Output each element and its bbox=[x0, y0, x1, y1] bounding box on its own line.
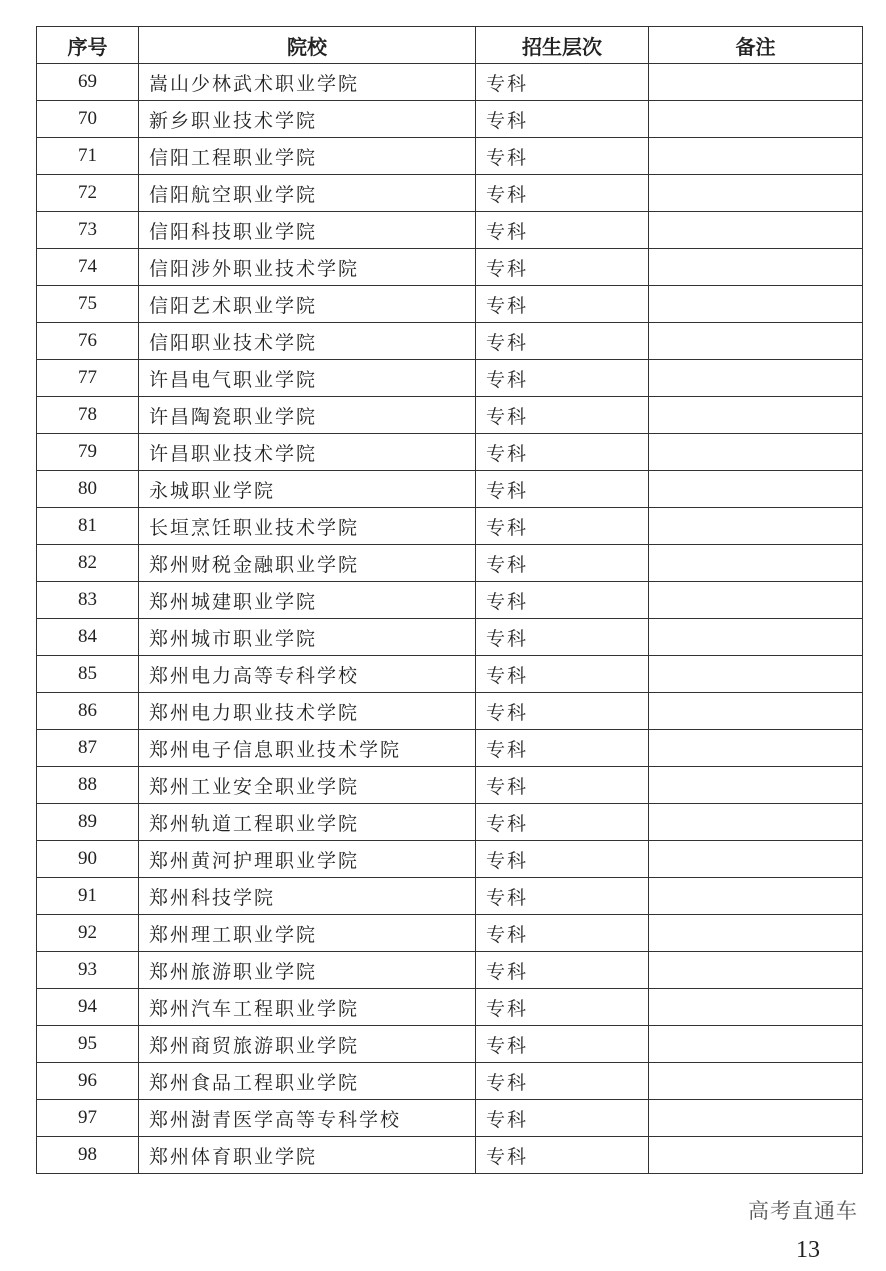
note-cell bbox=[649, 989, 863, 1026]
school-table bbox=[36, 26, 863, 1174]
note-cell bbox=[649, 212, 863, 249]
note-cell bbox=[649, 434, 863, 471]
table-row bbox=[37, 1026, 863, 1063]
row-number: 86 bbox=[37, 693, 139, 730]
row-number: 98 bbox=[37, 1137, 139, 1174]
school-name: 许昌电气职业学院 bbox=[139, 360, 476, 397]
watermark: 高考直通车 bbox=[748, 1199, 858, 1223]
school-name: 嵩山少林武术职业学院 bbox=[139, 64, 476, 101]
row-number: 70 bbox=[37, 101, 139, 138]
table-header-row bbox=[37, 27, 863, 64]
admission-level: 专科 bbox=[476, 582, 649, 619]
row-number: 81 bbox=[37, 508, 139, 545]
admission-level: 专科 bbox=[476, 212, 649, 249]
table-row bbox=[37, 175, 863, 212]
note-cell bbox=[649, 767, 863, 804]
admission-level: 专科 bbox=[476, 360, 649, 397]
admission-level: 专科 bbox=[476, 471, 649, 508]
admission-level: 专科 bbox=[476, 323, 649, 360]
school-name: 郑州体育职业学院 bbox=[139, 1137, 476, 1174]
table-row bbox=[37, 101, 863, 138]
table-row bbox=[37, 249, 863, 286]
admission-level: 专科 bbox=[476, 656, 649, 693]
note-cell bbox=[649, 582, 863, 619]
admission-level: 专科 bbox=[476, 952, 649, 989]
row-number: 79 bbox=[37, 434, 139, 471]
note-cell bbox=[649, 323, 863, 360]
row-number: 78 bbox=[37, 397, 139, 434]
admission-level: 专科 bbox=[476, 286, 649, 323]
row-number: 84 bbox=[37, 619, 139, 656]
note-cell bbox=[649, 841, 863, 878]
table-row bbox=[37, 138, 863, 175]
row-number: 91 bbox=[37, 878, 139, 915]
table-row bbox=[37, 582, 863, 619]
row-number: 80 bbox=[37, 471, 139, 508]
note-cell bbox=[649, 804, 863, 841]
note-cell bbox=[649, 693, 863, 730]
row-number: 94 bbox=[37, 989, 139, 1026]
row-number: 74 bbox=[37, 249, 139, 286]
table-row bbox=[37, 693, 863, 730]
row-number: 88 bbox=[37, 767, 139, 804]
school-name: 郑州理工职业学院 bbox=[139, 915, 476, 952]
school-name: 郑州电力高等专科学校 bbox=[139, 656, 476, 693]
school-name: 郑州城建职业学院 bbox=[139, 582, 476, 619]
admission-level: 专科 bbox=[476, 915, 649, 952]
table-row bbox=[37, 730, 863, 767]
note-cell bbox=[649, 175, 863, 212]
note-cell bbox=[649, 64, 863, 101]
note-cell bbox=[649, 1063, 863, 1100]
table-row bbox=[37, 804, 863, 841]
school-name: 信阳职业技术学院 bbox=[139, 323, 476, 360]
row-number: 82 bbox=[37, 545, 139, 582]
school-name: 许昌职业技术学院 bbox=[139, 434, 476, 471]
table-row bbox=[37, 1063, 863, 1100]
table-row bbox=[37, 212, 863, 249]
admission-level: 专科 bbox=[476, 730, 649, 767]
school-name: 郑州商贸旅游职业学院 bbox=[139, 1026, 476, 1063]
school-name: 信阳科技职业学院 bbox=[139, 212, 476, 249]
school-name: 郑州财税金融职业学院 bbox=[139, 545, 476, 582]
admission-level: 专科 bbox=[476, 1100, 649, 1137]
row-number: 69 bbox=[37, 64, 139, 101]
row-number: 97 bbox=[37, 1100, 139, 1137]
table-row bbox=[37, 397, 863, 434]
row-number: 83 bbox=[37, 582, 139, 619]
header-school: 院校 bbox=[139, 27, 476, 64]
table-row bbox=[37, 952, 863, 989]
school-name: 郑州电子信息职业技术学院 bbox=[139, 730, 476, 767]
note-cell bbox=[649, 619, 863, 656]
admission-level: 专科 bbox=[476, 434, 649, 471]
note-cell bbox=[649, 138, 863, 175]
note-cell bbox=[649, 1100, 863, 1137]
note-cell bbox=[649, 249, 863, 286]
school-name: 许昌陶瓷职业学院 bbox=[139, 397, 476, 434]
table-row bbox=[37, 878, 863, 915]
note-cell bbox=[649, 1026, 863, 1063]
school-name: 郑州轨道工程职业学院 bbox=[139, 804, 476, 841]
row-number: 90 bbox=[37, 841, 139, 878]
table-row bbox=[37, 286, 863, 323]
admission-level: 专科 bbox=[476, 1063, 649, 1100]
school-name: 永城职业学院 bbox=[139, 471, 476, 508]
table-row bbox=[37, 989, 863, 1026]
school-name: 郑州汽车工程职业学院 bbox=[139, 989, 476, 1026]
admission-level: 专科 bbox=[476, 101, 649, 138]
school-name: 郑州黄河护理职业学院 bbox=[139, 841, 476, 878]
admission-level: 专科 bbox=[476, 878, 649, 915]
row-number: 72 bbox=[37, 175, 139, 212]
note-cell bbox=[649, 915, 863, 952]
table-row bbox=[37, 1100, 863, 1137]
note-cell bbox=[649, 878, 863, 915]
note-cell bbox=[649, 101, 863, 138]
row-number: 87 bbox=[37, 730, 139, 767]
table-row bbox=[37, 323, 863, 360]
admission-level: 专科 bbox=[476, 138, 649, 175]
header-note: 备注 bbox=[649, 27, 863, 64]
admission-level: 专科 bbox=[476, 693, 649, 730]
admission-level: 专科 bbox=[476, 841, 649, 878]
admission-level: 专科 bbox=[476, 64, 649, 101]
note-cell bbox=[649, 545, 863, 582]
admission-level: 专科 bbox=[476, 175, 649, 212]
row-number: 73 bbox=[37, 212, 139, 249]
table-row bbox=[37, 656, 863, 693]
note-cell bbox=[649, 508, 863, 545]
header-level: 招生层次 bbox=[476, 27, 649, 64]
school-name: 信阳工程职业学院 bbox=[139, 138, 476, 175]
admission-level: 专科 bbox=[476, 397, 649, 434]
row-number: 93 bbox=[37, 952, 139, 989]
school-name: 新乡职业技术学院 bbox=[139, 101, 476, 138]
school-name: 郑州科技学院 bbox=[139, 878, 476, 915]
row-number: 89 bbox=[37, 804, 139, 841]
note-cell bbox=[649, 397, 863, 434]
school-name: 郑州工业安全职业学院 bbox=[139, 767, 476, 804]
row-number: 95 bbox=[37, 1026, 139, 1063]
note-cell bbox=[649, 471, 863, 508]
header-number: 序号 bbox=[37, 27, 139, 64]
admission-level: 专科 bbox=[476, 619, 649, 656]
school-name: 郑州澍青医学高等专科学校 bbox=[139, 1100, 476, 1137]
row-number: 96 bbox=[37, 1063, 139, 1100]
row-number: 92 bbox=[37, 915, 139, 952]
table-row bbox=[37, 471, 863, 508]
row-number: 76 bbox=[37, 323, 139, 360]
admission-level: 专科 bbox=[476, 545, 649, 582]
admission-level: 专科 bbox=[476, 508, 649, 545]
row-number: 77 bbox=[37, 360, 139, 397]
row-number: 75 bbox=[37, 286, 139, 323]
school-name: 信阳航空职业学院 bbox=[139, 175, 476, 212]
school-name: 长垣烹饪职业技术学院 bbox=[139, 508, 476, 545]
note-cell bbox=[649, 1137, 863, 1174]
page-number: 13 bbox=[796, 1237, 820, 1263]
table-row bbox=[37, 434, 863, 471]
table-row bbox=[37, 360, 863, 397]
note-cell bbox=[649, 286, 863, 323]
table-row bbox=[37, 64, 863, 101]
table-row bbox=[37, 915, 863, 952]
note-cell bbox=[649, 952, 863, 989]
school-name: 郑州城市职业学院 bbox=[139, 619, 476, 656]
admission-level: 专科 bbox=[476, 804, 649, 841]
school-name: 信阳涉外职业技术学院 bbox=[139, 249, 476, 286]
admission-level: 专科 bbox=[476, 1137, 649, 1174]
table-row bbox=[37, 1137, 863, 1174]
admission-level: 专科 bbox=[476, 989, 649, 1026]
table-row bbox=[37, 841, 863, 878]
school-name: 郑州电力职业技术学院 bbox=[139, 693, 476, 730]
table-row bbox=[37, 767, 863, 804]
note-cell bbox=[649, 730, 863, 767]
table-row bbox=[37, 545, 863, 582]
row-number: 85 bbox=[37, 656, 139, 693]
admission-level: 专科 bbox=[476, 249, 649, 286]
note-cell bbox=[649, 360, 863, 397]
school-name: 信阳艺术职业学院 bbox=[139, 286, 476, 323]
table-row bbox=[37, 619, 863, 656]
school-name: 郑州食品工程职业学院 bbox=[139, 1063, 476, 1100]
row-number: 71 bbox=[37, 138, 139, 175]
admission-level: 专科 bbox=[476, 767, 649, 804]
note-cell bbox=[649, 656, 863, 693]
school-name: 郑州旅游职业学院 bbox=[139, 952, 476, 989]
table-row bbox=[37, 508, 863, 545]
admission-level: 专科 bbox=[476, 1026, 649, 1063]
